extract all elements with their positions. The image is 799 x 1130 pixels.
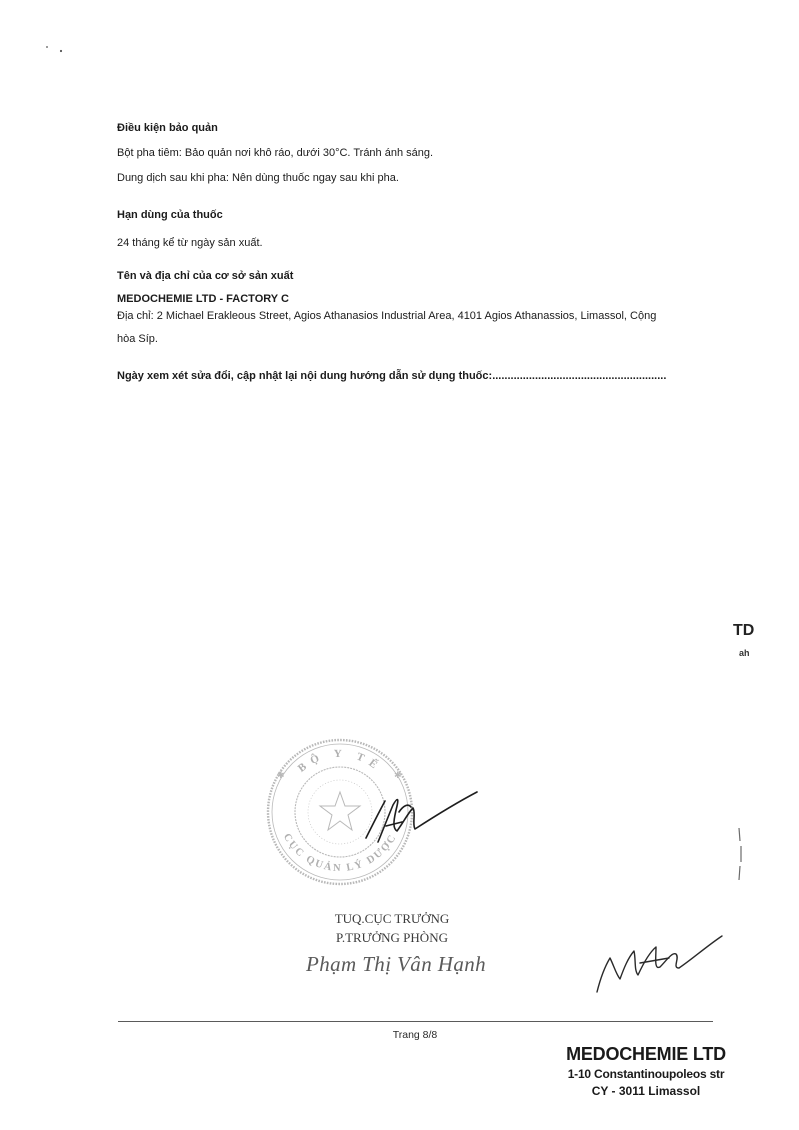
margin-mark-top: TD — [733, 622, 755, 639]
manufacturer-address-line-2: hòa Síp. — [117, 333, 158, 345]
review-date-label: Ngày xem xét sửa đổi, cập nhật lại nội dung hướng dẫn sử dụng thuốc: — [117, 370, 493, 382]
manufacturer-address-line-1: Địa chỉ: 2 Michael Erakleous Street, Agios Athanasios Industrial Area, 4101 Agios Athanassios, Limassol, Cộng — [117, 310, 657, 322]
company-stamp — [556, 1044, 736, 1100]
manufacturer-name: MEDOCHEMIE LTD - FACTORY C — [117, 293, 289, 305]
approval-title-line: TUQ.CỤC TRƯỞNG — [334, 911, 450, 926]
page-number: Trang 8/8 — [392, 1029, 438, 1041]
svg-text:BỘ Y TẾ — [296, 748, 385, 775]
svg-text:CỤC QUẢN LÝ DƯỢC — [281, 832, 399, 874]
margin-mark-bottom: ah — [739, 648, 750, 658]
seal-star-left-icon: ✱ — [277, 770, 285, 780]
seal-top-text: BỘ Y TẾ — [295, 747, 385, 775]
approval-signature — [366, 792, 477, 842]
approval-signer-name: Phạm Thị Vân Hạnh — [305, 952, 487, 976]
review-date-fill: ......................................................... — [492, 370, 667, 382]
review-date-line — [117, 369, 666, 383]
approval-seal — [268, 740, 412, 884]
shelf-life-heading: Hạn dùng của thuốc — [117, 209, 223, 221]
scan-scratch — [739, 828, 741, 880]
company-stamp-street: 1-10 Constantinoupoleos str — [567, 1067, 725, 1081]
seal-star-icon — [320, 792, 360, 830]
storage-heading: Điều kiện bảo quản — [117, 122, 218, 134]
shelf-life-text: 24 tháng kể từ ngày sản xuất. — [117, 237, 263, 249]
approval-position-line: P.TRƯỞNG PHÒNG — [336, 930, 448, 945]
manufacturer-heading: Tên và địa chỉ của cơ sở sản xuất — [117, 270, 294, 282]
storage-powder-text: Bột pha tiêm: Bảo quản nơi khô ráo, dưới 30°C. Tránh ánh sáng. — [117, 147, 434, 159]
seal-star-right-icon: ✱ — [394, 770, 402, 780]
storage-solution-text: Dung dịch sau khi pha: Nên dùng thuốc ngay sau khi pha. — [117, 172, 399, 184]
company-stamp-name: MEDOCHEMIE LTD — [566, 1044, 726, 1064]
seal-bottom-text: CỤC QUẢN LÝ DƯỢC — [280, 831, 400, 875]
company-signature — [597, 936, 722, 992]
footer-divider — [118, 1021, 713, 1022]
scan-specks — [46, 46, 62, 52]
company-stamp-city: CY - 3011 Limassol — [591, 1084, 701, 1098]
